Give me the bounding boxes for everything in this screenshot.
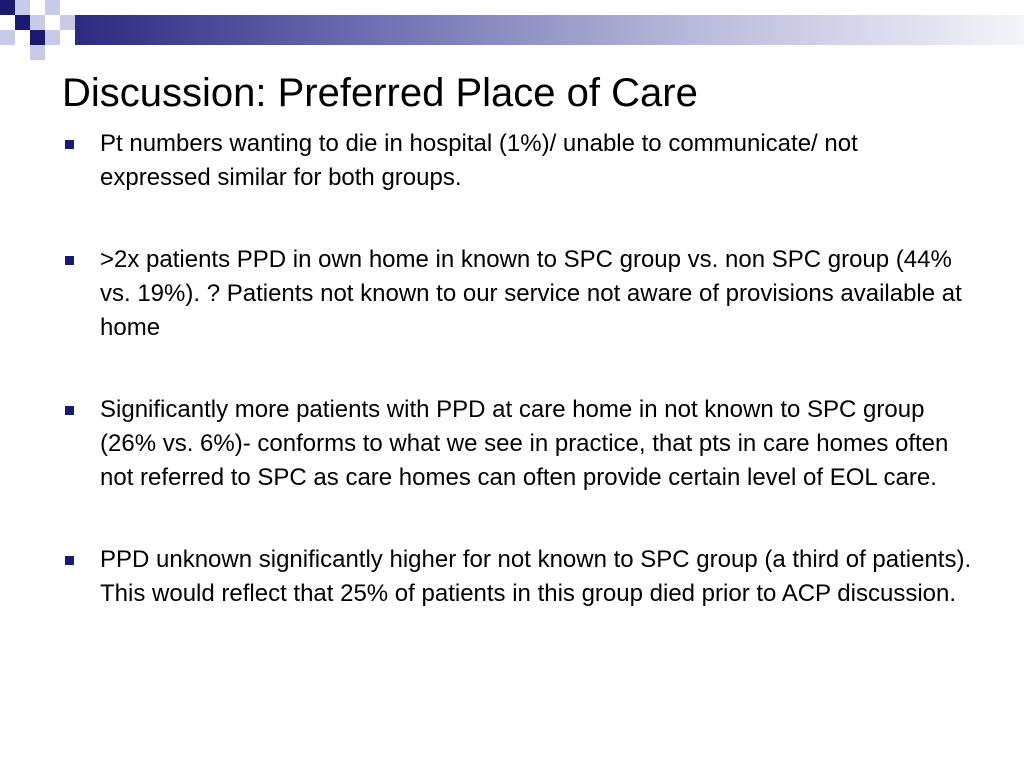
bullet-list [62, 127, 974, 659]
decorative-square [15, 0, 30, 15]
bullet-text: Pt numbers wanting to die in hospital (1%)/ unable to communicate/ not expressed similar for both groups. [100, 130, 858, 191]
square-bullet-icon [65, 140, 74, 149]
slide-title: Discussion: Preferred Place of Care [62, 71, 698, 115]
decorative-square [45, 15, 60, 30]
decorative-square [0, 0, 15, 15]
decorative-square [30, 30, 45, 45]
decorative-square [45, 30, 60, 45]
bullet-item [62, 127, 974, 195]
bullet-item [62, 543, 974, 611]
square-bullet-icon [65, 256, 74, 265]
decorative-square [30, 0, 45, 15]
bullet-item [62, 393, 974, 495]
bullet-text: PPD unknown significantly higher for not known to SPC group (a third of patients). This would reflect that 25% of patients in this group died prior to ACP discussion. [100, 546, 972, 607]
decorative-square [15, 15, 30, 30]
bullet-text: >2x patients PPD in own home in known to SPC group vs. non SPC group (44% vs. 19%). ? Patients not known to our service not aware of provisions available at home [100, 246, 962, 341]
decorative-square [45, 0, 60, 15]
decorative-square [30, 45, 45, 60]
bullet-text: Significantly more patients with PPD at care home in not known to SPC group (26% vs. 6%)- conforms to what we see in practice, that pts in care homes often not referred to SPC as care homes can often provide certain level of EOL care. [100, 396, 949, 491]
decorative-square [60, 15, 75, 30]
decorative-square [30, 15, 45, 30]
square-bullet-icon [65, 556, 74, 565]
decorative-square [0, 30, 15, 45]
square-bullet-icon [65, 406, 74, 415]
bullet-item [62, 243, 974, 345]
header-gradient-bar [75, 15, 1024, 45]
